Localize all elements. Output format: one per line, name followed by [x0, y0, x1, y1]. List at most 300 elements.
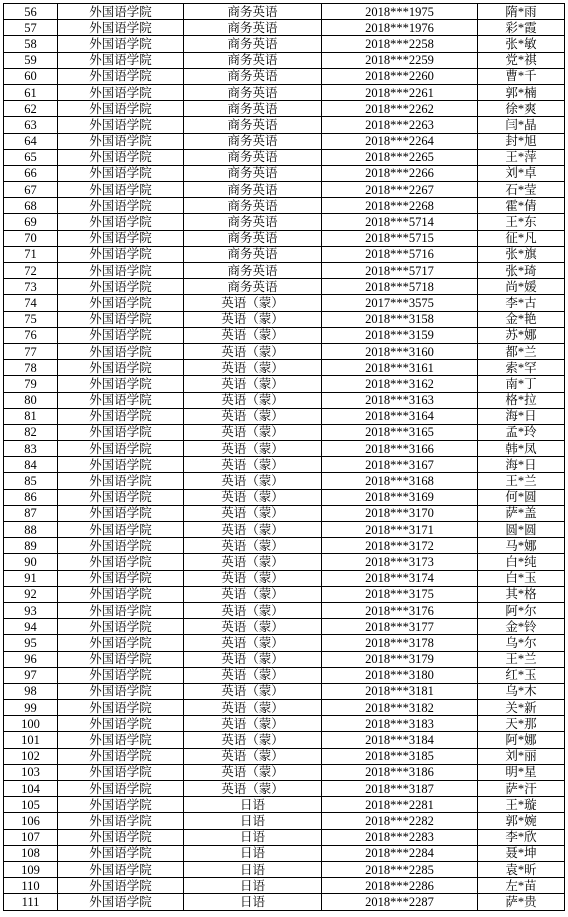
major-cell: 商务英语	[184, 279, 322, 295]
row-number-cell: 89	[4, 538, 58, 554]
table-row	[4, 117, 565, 133]
row-number-cell: 68	[4, 198, 58, 214]
table-row	[4, 716, 565, 732]
row-number-cell: 82	[4, 424, 58, 440]
student-id-cell: 2018***2282	[322, 813, 478, 829]
table-row	[4, 68, 565, 84]
major-cell: 英语（蒙）	[184, 554, 322, 570]
row-number-cell: 94	[4, 619, 58, 635]
student-name-cell: 马*娜	[478, 538, 565, 554]
student-id-cell: 2018***3169	[322, 489, 478, 505]
student-id-cell: 2018***3183	[322, 716, 478, 732]
major-cell: 日语	[184, 861, 322, 877]
row-number-cell: 108	[4, 845, 58, 861]
major-cell: 英语（蒙）	[184, 343, 322, 359]
table-row	[4, 667, 565, 683]
major-cell: 英语（蒙）	[184, 295, 322, 311]
college-cell: 外国语学院	[58, 829, 184, 845]
college-cell: 外国语学院	[58, 781, 184, 797]
college-cell: 外国语学院	[58, 748, 184, 764]
row-number-cell: 78	[4, 360, 58, 376]
major-cell: 英语（蒙）	[184, 441, 322, 457]
student-name-cell: 乌*木	[478, 683, 565, 699]
student-name-cell: 金*铃	[478, 619, 565, 635]
table-row	[4, 198, 565, 214]
row-number-cell: 65	[4, 149, 58, 165]
student-name-cell: 王*兰	[478, 473, 565, 489]
row-number-cell: 58	[4, 36, 58, 52]
college-cell: 外国语学院	[58, 441, 184, 457]
student-name-cell: 彩*霞	[478, 20, 565, 36]
college-cell: 外国语学院	[58, 101, 184, 117]
college-cell: 外国语学院	[58, 732, 184, 748]
student-id-cell: 2018***1975	[322, 4, 478, 20]
student-id-cell: 2018***3160	[322, 343, 478, 359]
row-number-cell: 107	[4, 829, 58, 845]
student-name-cell: 萨*贵	[478, 894, 565, 910]
major-cell: 商务英语	[184, 101, 322, 117]
student-id-cell: 2018***5718	[322, 279, 478, 295]
student-id-cell: 2018***3159	[322, 327, 478, 343]
table-row	[4, 522, 565, 538]
student-id-cell: 2018***2281	[322, 797, 478, 813]
row-number-cell: 69	[4, 214, 58, 230]
student-id-cell: 2018***5714	[322, 214, 478, 230]
major-cell: 英语（蒙）	[184, 408, 322, 424]
college-cell: 外国语学院	[58, 586, 184, 602]
college-cell: 外国语学院	[58, 376, 184, 392]
student-id-cell: 2018***3158	[322, 311, 478, 327]
row-number-cell: 77	[4, 343, 58, 359]
student-id-cell: 2018***3161	[322, 360, 478, 376]
table-row	[4, 165, 565, 181]
college-cell: 外国语学院	[58, 360, 184, 376]
major-cell: 英语（蒙）	[184, 327, 322, 343]
student-name-cell: 张*琦	[478, 263, 565, 279]
student-name-cell: 闫*晶	[478, 117, 565, 133]
college-cell: 外国语学院	[58, 813, 184, 829]
student-id-cell: 2018***2284	[322, 845, 478, 861]
student-id-cell: 2018***1976	[322, 20, 478, 36]
student-id-cell: 2018***3173	[322, 554, 478, 570]
table-row	[4, 570, 565, 586]
student-name-cell: 李*欣	[478, 829, 565, 845]
row-number-cell: 99	[4, 700, 58, 716]
student-id-cell: 2018***2259	[322, 52, 478, 68]
student-name-cell: 袁*昕	[478, 861, 565, 877]
student-id-cell: 2018***3162	[322, 376, 478, 392]
table-row	[4, 327, 565, 343]
college-cell: 外国语学院	[58, 667, 184, 683]
major-cell: 商务英语	[184, 246, 322, 262]
row-number-cell: 66	[4, 165, 58, 181]
college-cell: 外国语学院	[58, 133, 184, 149]
table-row	[4, 295, 565, 311]
college-cell: 外国语学院	[58, 149, 184, 165]
table-row	[4, 133, 565, 149]
table-row	[4, 651, 565, 667]
row-number-cell: 56	[4, 4, 58, 20]
student-id-cell: 2018***2261	[322, 84, 478, 100]
student-id-cell: 2018***2263	[322, 117, 478, 133]
row-number-cell: 72	[4, 263, 58, 279]
document-page	[3, 3, 564, 911]
college-cell: 外国语学院	[58, 554, 184, 570]
college-cell: 外国语学院	[58, 182, 184, 198]
major-cell: 日语	[184, 845, 322, 861]
student-name-cell: 张*敏	[478, 36, 565, 52]
row-number-cell: 93	[4, 602, 58, 618]
row-number-cell: 109	[4, 861, 58, 877]
major-cell: 英语（蒙）	[184, 619, 322, 635]
table-row	[4, 861, 565, 877]
student-id-cell: 2018***3180	[322, 667, 478, 683]
student-name-cell: 孟*玲	[478, 424, 565, 440]
table-row	[4, 554, 565, 570]
row-number-cell: 57	[4, 20, 58, 36]
row-number-cell: 96	[4, 651, 58, 667]
student-id-cell: 2018***3176	[322, 602, 478, 618]
college-cell: 外国语学院	[58, 84, 184, 100]
student-id-cell: 2018***3165	[322, 424, 478, 440]
college-cell: 外国语学院	[58, 198, 184, 214]
student-name-cell: 聂*坤	[478, 845, 565, 861]
major-cell: 英语（蒙）	[184, 651, 322, 667]
table-row	[4, 343, 565, 359]
table-row	[4, 424, 565, 440]
row-number-cell: 59	[4, 52, 58, 68]
student-id-cell: 2018***3168	[322, 473, 478, 489]
student-name-cell: 南*丁	[478, 376, 565, 392]
student-id-cell: 2018***2258	[322, 36, 478, 52]
student-id-cell: 2018***5716	[322, 246, 478, 262]
student-id-cell: 2018***2260	[322, 68, 478, 84]
table-row	[4, 489, 565, 505]
row-number-cell: 81	[4, 408, 58, 424]
row-number-cell: 64	[4, 133, 58, 149]
student-name-cell: 韩*凤	[478, 441, 565, 457]
row-number-cell: 100	[4, 716, 58, 732]
college-cell: 外国语学院	[58, 4, 184, 20]
major-cell: 英语（蒙）	[184, 732, 322, 748]
student-name-cell: 红*玉	[478, 667, 565, 683]
student-id-cell: 2018***3182	[322, 700, 478, 716]
college-cell: 外国语学院	[58, 635, 184, 651]
row-number-cell: 87	[4, 505, 58, 521]
student-name-cell: 刘*丽	[478, 748, 565, 764]
student-id-cell: 2018***3172	[322, 538, 478, 554]
college-cell: 外国语学院	[58, 230, 184, 246]
student-id-cell: 2018***3166	[322, 441, 478, 457]
table-row	[4, 505, 565, 521]
major-cell: 日语	[184, 813, 322, 829]
row-number-cell: 80	[4, 392, 58, 408]
major-cell: 英语（蒙）	[184, 376, 322, 392]
major-cell: 英语（蒙）	[184, 538, 322, 554]
student-id-cell: 2018***2265	[322, 149, 478, 165]
college-cell: 外国语学院	[58, 165, 184, 181]
major-cell: 英语（蒙）	[184, 424, 322, 440]
student-id-cell: 2018***2267	[322, 182, 478, 198]
student-id-cell: 2018***3164	[322, 408, 478, 424]
major-cell: 英语（蒙）	[184, 700, 322, 716]
college-cell: 外国语学院	[58, 327, 184, 343]
table-row	[4, 748, 565, 764]
student-name-cell: 王*萍	[478, 149, 565, 165]
college-cell: 外国语学院	[58, 246, 184, 262]
college-cell: 外国语学院	[58, 311, 184, 327]
student-name-cell: 海*日	[478, 408, 565, 424]
student-id-cell: 2018***5717	[322, 263, 478, 279]
student-name-cell: 金*艳	[478, 311, 565, 327]
major-cell: 商务英语	[184, 182, 322, 198]
student-name-cell: 曹*千	[478, 68, 565, 84]
major-cell: 商务英语	[184, 68, 322, 84]
college-cell: 外国语学院	[58, 700, 184, 716]
row-number-cell: 62	[4, 101, 58, 117]
table-row	[4, 700, 565, 716]
major-cell: 英语（蒙）	[184, 716, 322, 732]
major-cell: 商务英语	[184, 198, 322, 214]
student-roster-table	[3, 3, 565, 911]
major-cell: 商务英语	[184, 36, 322, 52]
row-number-cell: 61	[4, 84, 58, 100]
college-cell: 外国语学院	[58, 473, 184, 489]
roster-table-body	[4, 4, 565, 911]
table-row	[4, 602, 565, 618]
table-row	[4, 311, 565, 327]
table-row	[4, 279, 565, 295]
table-row	[4, 101, 565, 117]
row-number-cell: 101	[4, 732, 58, 748]
student-name-cell: 乌*尔	[478, 635, 565, 651]
major-cell: 商务英语	[184, 84, 322, 100]
row-number-cell: 83	[4, 441, 58, 457]
major-cell: 英语（蒙）	[184, 489, 322, 505]
student-id-cell: 2018***3171	[322, 522, 478, 538]
major-cell: 日语	[184, 797, 322, 813]
college-cell: 外国语学院	[58, 602, 184, 618]
student-id-cell: 2018***2287	[322, 894, 478, 910]
table-row	[4, 813, 565, 829]
table-row	[4, 781, 565, 797]
major-cell: 商务英语	[184, 263, 322, 279]
college-cell: 外国语学院	[58, 764, 184, 780]
row-number-cell: 106	[4, 813, 58, 829]
college-cell: 外国语学院	[58, 295, 184, 311]
table-row	[4, 84, 565, 100]
student-id-cell: 2018***2268	[322, 198, 478, 214]
college-cell: 外国语学院	[58, 683, 184, 699]
college-cell: 外国语学院	[58, 538, 184, 554]
student-name-cell: 徐*爽	[478, 101, 565, 117]
student-id-cell: 2018***3178	[322, 635, 478, 651]
table-row	[4, 797, 565, 813]
student-name-cell: 何*圆	[478, 489, 565, 505]
major-cell: 英语（蒙）	[184, 360, 322, 376]
student-name-cell: 王*璇	[478, 797, 565, 813]
student-name-cell: 阿*娜	[478, 732, 565, 748]
student-name-cell: 天*那	[478, 716, 565, 732]
table-row	[4, 52, 565, 68]
row-number-cell: 71	[4, 246, 58, 262]
major-cell: 英语（蒙）	[184, 505, 322, 521]
student-id-cell: 2018***3163	[322, 392, 478, 408]
major-cell: 英语（蒙）	[184, 586, 322, 602]
college-cell: 外国语学院	[58, 408, 184, 424]
student-name-cell: 左*苗	[478, 878, 565, 894]
college-cell: 外国语学院	[58, 716, 184, 732]
major-cell: 英语（蒙）	[184, 392, 322, 408]
row-number-cell: 60	[4, 68, 58, 84]
row-number-cell: 76	[4, 327, 58, 343]
student-id-cell: 2018***2285	[322, 861, 478, 877]
row-number-cell: 85	[4, 473, 58, 489]
student-name-cell: 阿*尔	[478, 602, 565, 618]
major-cell: 英语（蒙）	[184, 570, 322, 586]
row-number-cell: 90	[4, 554, 58, 570]
major-cell: 商务英语	[184, 20, 322, 36]
college-cell: 外国语学院	[58, 279, 184, 295]
student-name-cell: 石*莹	[478, 182, 565, 198]
table-row	[4, 214, 565, 230]
college-cell: 外国语学院	[58, 878, 184, 894]
major-cell: 英语（蒙）	[184, 683, 322, 699]
major-cell: 商务英语	[184, 149, 322, 165]
table-row	[4, 586, 565, 602]
table-row	[4, 894, 565, 910]
student-name-cell: 白*纯	[478, 554, 565, 570]
table-row	[4, 4, 565, 20]
student-name-cell: 萨*盖	[478, 505, 565, 521]
student-id-cell: 2017***3575	[322, 295, 478, 311]
student-id-cell: 2018***2266	[322, 165, 478, 181]
row-number-cell: 70	[4, 230, 58, 246]
major-cell: 商务英语	[184, 214, 322, 230]
student-name-cell: 其*格	[478, 586, 565, 602]
major-cell: 日语	[184, 894, 322, 910]
student-name-cell: 圆*圆	[478, 522, 565, 538]
major-cell: 商务英语	[184, 230, 322, 246]
college-cell: 外国语学院	[58, 619, 184, 635]
student-id-cell: 2018***3186	[322, 764, 478, 780]
row-number-cell: 88	[4, 522, 58, 538]
table-row	[4, 392, 565, 408]
student-id-cell: 2018***5715	[322, 230, 478, 246]
college-cell: 外国语学院	[58, 20, 184, 36]
student-name-cell: 征*凡	[478, 230, 565, 246]
student-name-cell: 海*日	[478, 457, 565, 473]
student-id-cell: 2018***3170	[322, 505, 478, 521]
table-row	[4, 457, 565, 473]
table-row	[4, 619, 565, 635]
major-cell: 英语（蒙）	[184, 667, 322, 683]
major-cell: 英语（蒙）	[184, 522, 322, 538]
college-cell: 外国语学院	[58, 797, 184, 813]
row-number-cell: 75	[4, 311, 58, 327]
major-cell: 英语（蒙）	[184, 781, 322, 797]
row-number-cell: 103	[4, 764, 58, 780]
major-cell: 英语（蒙）	[184, 457, 322, 473]
college-cell: 外国语学院	[58, 457, 184, 473]
college-cell: 外国语学院	[58, 861, 184, 877]
college-cell: 外国语学院	[58, 36, 184, 52]
student-id-cell: 2018***2262	[322, 101, 478, 117]
row-number-cell: 73	[4, 279, 58, 295]
major-cell: 商务英语	[184, 133, 322, 149]
college-cell: 外国语学院	[58, 214, 184, 230]
table-row	[4, 473, 565, 489]
student-name-cell: 萨*汗	[478, 781, 565, 797]
student-id-cell: 2018***3175	[322, 586, 478, 602]
student-id-cell: 2018***2286	[322, 878, 478, 894]
college-cell: 外国语学院	[58, 894, 184, 910]
table-row	[4, 878, 565, 894]
row-number-cell: 104	[4, 781, 58, 797]
row-number-cell: 92	[4, 586, 58, 602]
student-id-cell: 2018***3184	[322, 732, 478, 748]
row-number-cell: 98	[4, 683, 58, 699]
table-row	[4, 360, 565, 376]
student-name-cell: 苏*娜	[478, 327, 565, 343]
table-row	[4, 683, 565, 699]
student-id-cell: 2018***3174	[322, 570, 478, 586]
table-row	[4, 246, 565, 262]
college-cell: 外国语学院	[58, 651, 184, 667]
student-name-cell: 张*旗	[478, 246, 565, 262]
row-number-cell: 102	[4, 748, 58, 764]
row-number-cell: 84	[4, 457, 58, 473]
row-number-cell: 79	[4, 376, 58, 392]
table-row	[4, 732, 565, 748]
student-name-cell: 隋*雨	[478, 4, 565, 20]
table-row	[4, 36, 565, 52]
major-cell: 商务英语	[184, 165, 322, 181]
student-id-cell: 2018***3187	[322, 781, 478, 797]
student-name-cell: 关*新	[478, 700, 565, 716]
student-name-cell: 党*祺	[478, 52, 565, 68]
student-name-cell: 王*兰	[478, 651, 565, 667]
college-cell: 外国语学院	[58, 68, 184, 84]
college-cell: 外国语学院	[58, 343, 184, 359]
major-cell: 商务英语	[184, 52, 322, 68]
row-number-cell: 105	[4, 797, 58, 813]
college-cell: 外国语学院	[58, 424, 184, 440]
major-cell: 日语	[184, 878, 322, 894]
table-row	[4, 829, 565, 845]
student-id-cell: 2018***2283	[322, 829, 478, 845]
student-name-cell: 尚*媛	[478, 279, 565, 295]
major-cell: 商务英语	[184, 117, 322, 133]
student-name-cell: 霍*倩	[478, 198, 565, 214]
table-row	[4, 20, 565, 36]
table-row	[4, 149, 565, 165]
student-id-cell: 2018***3181	[322, 683, 478, 699]
table-row	[4, 230, 565, 246]
student-name-cell: 刘*卓	[478, 165, 565, 181]
major-cell: 英语（蒙）	[184, 748, 322, 764]
college-cell: 外国语学院	[58, 489, 184, 505]
college-cell: 外国语学院	[58, 845, 184, 861]
student-name-cell: 郭*楠	[478, 84, 565, 100]
row-number-cell: 74	[4, 295, 58, 311]
college-cell: 外国语学院	[58, 117, 184, 133]
table-row	[4, 845, 565, 861]
row-number-cell: 91	[4, 570, 58, 586]
college-cell: 外国语学院	[58, 505, 184, 521]
student-name-cell: 索*罕	[478, 360, 565, 376]
college-cell: 外国语学院	[58, 570, 184, 586]
